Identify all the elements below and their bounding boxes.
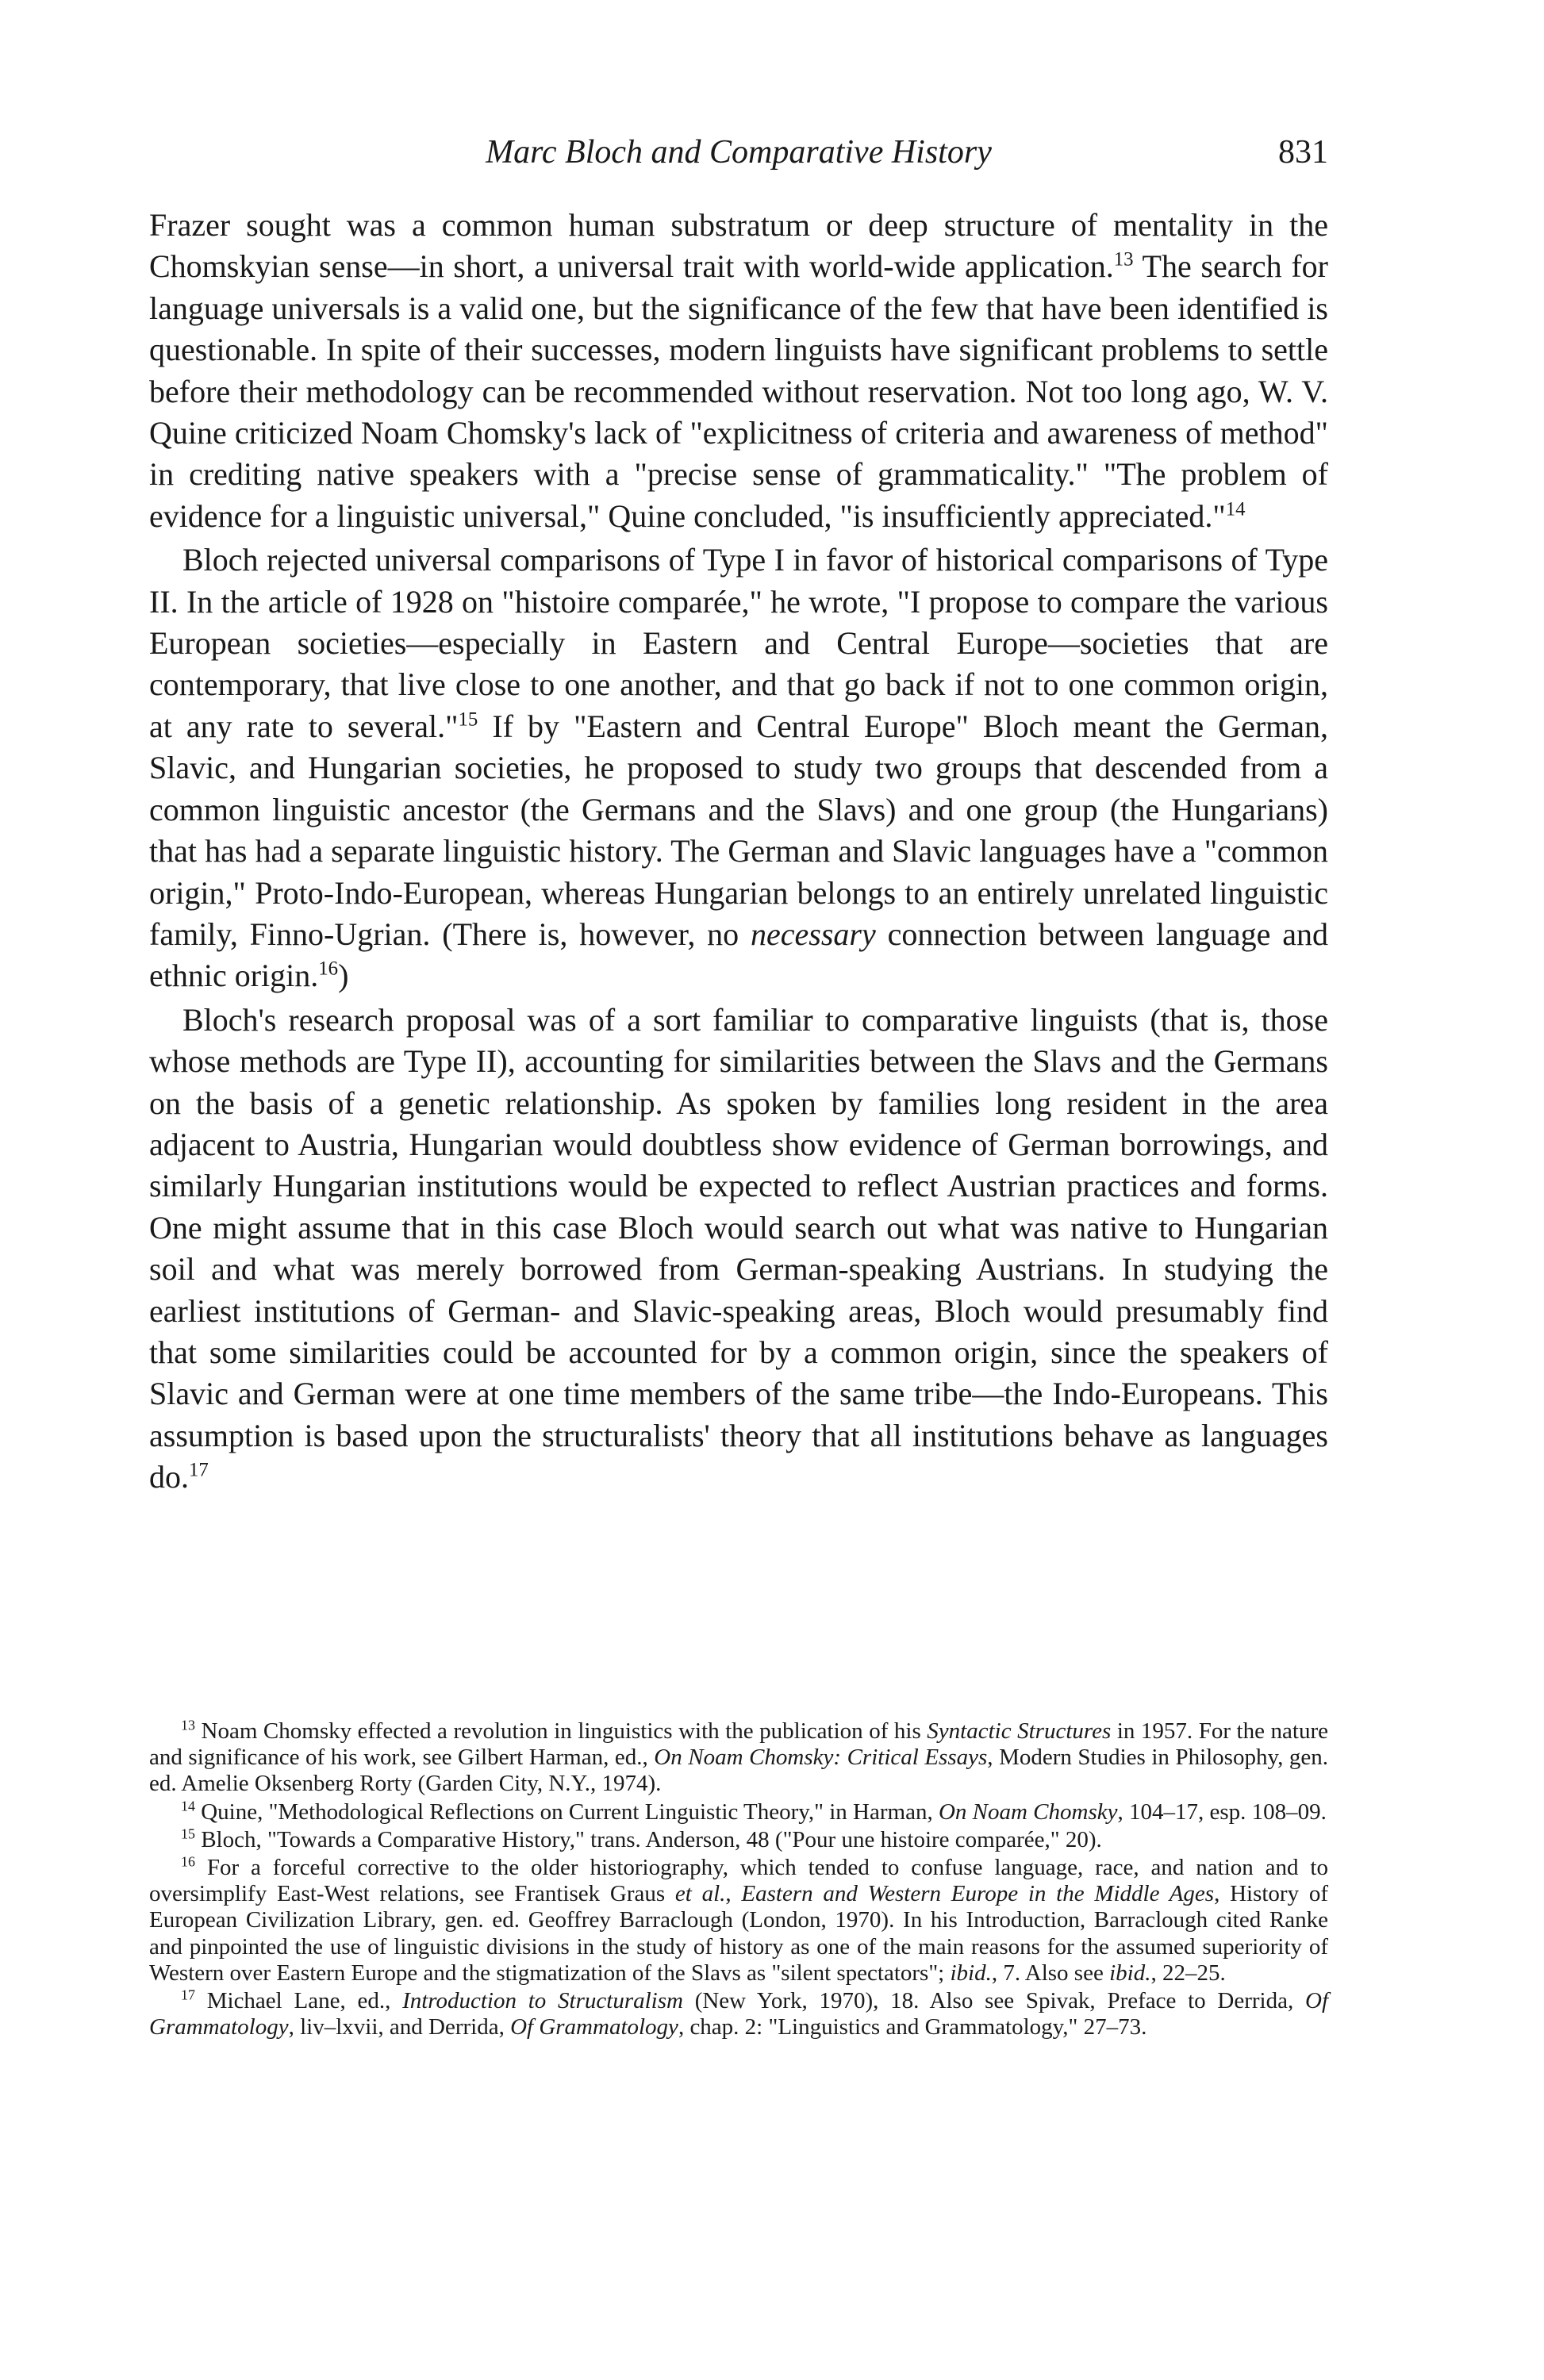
body-text [149,205,1328,1499]
footnote-14: $^{14}$ Quine, "Methodological Reflections on Current Linguistic Theory," in Harman, On Noam Chomsky, 104–17, esp. 108–09. [181,1797,1327,1825]
footnote-ref-14: 14 [1225,498,1246,520]
running-head [149,129,1328,176]
page-number: 831 [1278,134,1328,171]
paragraph-2: Bloch rejected universal comparisons of Type I in favor of historical comparisons of Type II. In the article of 1928 on "histoire comparée," he wrote, "I propose to compare the various European societies—especially in Eastern and Central Europe—societies that are contemporary, that live close to one another, and that go back if not to one common origin, at any rate to several."$^{15}$ If by "Eastern and Central Europe" Bloch meant the German, Slavic, and Hungarian societies, he proposed to study two groups that descended from a common linguistic ancestor (the Germans and the Slavs) and one group (the Hungarians) that has had a separate linguistic history. The German and Slavic languages have a "common origin," Proto-Indo-European, whereas Hungarian belongs to an entirely unrelated linguistic family, Finno-Ugrian. (There is, however, no necessary connection between language and ethnic origin.$^{16}$) [149,542,1329,994]
footnote-ref-16: 16 [318,958,339,980]
footnote-13: $^{13}$ Noam Chomsky effected a revolution in linguistics with the publication of his Syntactic Structures in 1957. For the nature and significance of his work, see Gilbert Harman, ed., On Noam Chomsky: Critical Essays, Modern Studies in Philosophy, gen. ed. Amelie Oksenberg Rorty (Garden City, N.Y., 1974). [149,1717,1328,1797]
footnotes [149,1718,1328,2040]
journal-page [149,0,1328,2380]
footnote-17: $^{17}$ Michael Lane, ed., Introduction to Structuralism (New York, 1970), 18. Also see Spivak, Preface to Derrida, Of Grammatology, liv–lxvii, and Derrida, Of Grammatology, chap. 2: "Linguistics and Grammatology," 27–73. [149,1987,1328,2040]
running-title: Marc Bloch and Comparative History [486,134,992,171]
footnote-15: $^{15}$ Bloch, "Towards a Comparative History," trans. Anderson, 48 ("Pour une histoire comparée," 20). [181,1825,1102,1852]
paragraph-3: Bloch's research proposal was of a sort familiar to comparative linguists (that is, those whose methods are Type II), accounting for similarities between the Slavs and the Germans on the basis of a genetic relationship. As spoken by families long resident in the area adjacent to Austria, Hungarian would doubtless show evidence of German borrowings, and similarly Hungarian institutions would be expected to reflect Austrian practices and forms. One might assume that in this case Bloch would search out what was native to Hungarian soil and what was merely borrowed from German-speaking Austrians. In studying the earliest institutions of German- and Slavic-speaking areas, Bloch would presumably find that some similarities could be accounted for by a common origin, since the speakers of Slavic and German were at one time members of the same tribe—the Indo-Europeans. This assumption is based upon the structuralists' theory that all institutions behave as languages do.$^{17}$ [149,1001,1328,1495]
footnote-ref-15: 15 [458,708,478,731]
footnote-ref-13: 13 [1113,249,1134,271]
paragraph-1: Frazer sought was a common human substratum or deep structure of mentality in the Chomskyian sense—in short, a universal trait with world-wide application.$^{13}$ The search for language universals is a valid one, but the significance of the few that have been identified is questionable. In spite of their successes, modern linguists have significant problems to settle before their methodology can be recommended without reservation. Not too long ago, W. V. Quine criticized Noam Chomsky's lack of "explicitness of criteria and awareness of method" in crediting native speakers with a "precise sense of grammaticality." "The problem of evidence for a linguistic universal," Quine concluded, "is insufficiently appreciated."$^{14}$ [149,207,1328,534]
footnote-ref-17: 17 [189,1459,209,1481]
footnote-16: $^{16}$ For a forceful corrective to the older historiography, which tended to confuse language, race, and nation and to oversimplify East-West relations, see Frantisek Graus et al., Eastern and Western Europe in the Middle Ages, History of European Civilization Library, gen. ed. Geoffrey Barraclough (London, 1970). In his Introduction, Barraclough cited Ranke and pinpointed the use of linguistic divisions in the study of history as one of the main reasons for the assumed superiority of Western over Eastern Europe and the stigmatization of the Slavs as "silent spectators"; ibid., 7. Also see ibid., 22–25. [149,1853,1328,1986]
